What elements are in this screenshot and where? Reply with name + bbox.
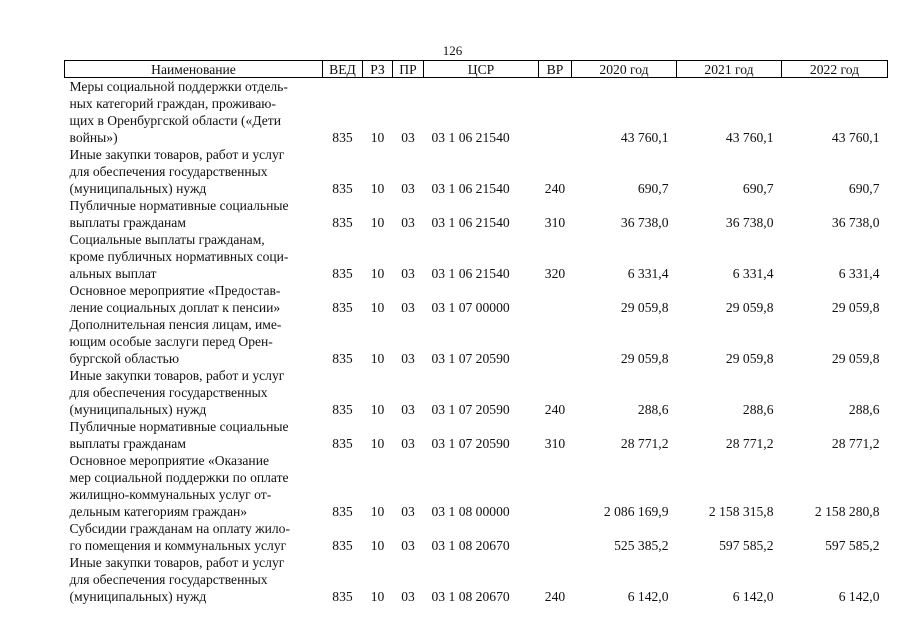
row-pr: 03 xyxy=(401,351,415,366)
row-name-line: Публичные нормативные социальные xyxy=(69,198,289,213)
row-ved: 835 xyxy=(332,351,353,366)
table-row xyxy=(65,367,888,418)
row-vr: 240 xyxy=(544,589,566,604)
page-number: 126 xyxy=(442,43,463,58)
row-ved: 835 xyxy=(332,538,353,553)
row-2021: 28 771,2 xyxy=(725,436,774,451)
row-2020: 29 059,8 xyxy=(620,351,669,366)
row-name xyxy=(65,78,323,147)
row-2020: 690,7 xyxy=(637,181,669,196)
table-row xyxy=(65,554,888,605)
header-2021: 2021 год xyxy=(677,61,782,78)
table-row xyxy=(65,418,888,452)
table-row xyxy=(65,282,888,316)
row-rz: 10 xyxy=(370,402,385,417)
row-name-line: мер социальной поддержки по оплате xyxy=(69,470,289,485)
row-name xyxy=(65,418,323,452)
row-pr: 03 xyxy=(401,436,415,451)
row-rz: 10 xyxy=(370,589,385,604)
row-csr: 03 1 07 20590 xyxy=(431,402,510,417)
row-2020: 525 385,2 xyxy=(614,538,669,553)
row-csr: 03 1 06 21540 xyxy=(431,266,510,281)
row-csr: 03 1 06 21540 xyxy=(431,130,510,145)
row-rz: 10 xyxy=(370,351,385,366)
row-2021: 6 331,4 xyxy=(732,266,774,281)
table-row xyxy=(65,520,888,554)
row-pr: 03 xyxy=(401,300,415,315)
row-2021: 29 059,8 xyxy=(725,300,774,315)
row-ved: 835 xyxy=(332,504,353,519)
row-pr: 03 xyxy=(401,402,415,417)
row-name-line: жилищно-коммунальных услуг от- xyxy=(69,487,272,502)
row-name-line: Иные закупки товаров, работ и услуг xyxy=(69,555,285,570)
row-vr: 240 xyxy=(544,402,566,417)
row-2021: 690,7 xyxy=(742,181,774,196)
row-name-line: щих в Оренбургской области («Дети xyxy=(69,113,282,128)
row-ved: 835 xyxy=(332,130,353,145)
row-name-line: Субсидии гражданам на оплату жило- xyxy=(69,521,290,536)
row-ved: 835 xyxy=(332,436,353,451)
row-ved: 835 xyxy=(332,181,353,196)
row-name-line: Основное мероприятие «Предостав- xyxy=(69,283,281,298)
row-name xyxy=(65,452,323,520)
row-name-line: Социальные выплаты гражданам, xyxy=(69,232,265,247)
header-vr: ВР xyxy=(539,61,572,78)
row-2020: 36 738,0 xyxy=(620,215,669,230)
row-name-line: (муниципальных) нужд xyxy=(69,181,207,196)
row-2022: 29 059,8 xyxy=(831,351,880,366)
row-name xyxy=(65,282,323,316)
row-2021: 36 738,0 xyxy=(725,215,774,230)
row-name-line: ющим особые заслуги перед Орен- xyxy=(69,334,273,349)
row-2022: 288,6 xyxy=(848,402,880,417)
row-csr: 03 1 08 00000 xyxy=(431,504,510,519)
row-name-line: для обеспечения государственных xyxy=(69,572,268,587)
row-2021: 43 760,1 xyxy=(725,130,774,145)
row-vr xyxy=(539,316,572,367)
row-name-line: выплаты гражданам xyxy=(69,215,186,230)
row-vr xyxy=(539,282,572,316)
header-2022: 2022 год xyxy=(782,61,888,78)
row-ved: 835 xyxy=(332,215,353,230)
header-name: Наименование xyxy=(65,61,323,78)
row-2020: 28 771,2 xyxy=(620,436,669,451)
row-2021: 6 142,0 xyxy=(732,589,774,604)
row-name-line: Иные закупки товаров, работ и услуг xyxy=(69,368,285,383)
row-name-line: альных выплат xyxy=(69,266,157,281)
row-name-line: для обеспечения государственных xyxy=(69,164,268,179)
row-2021: 2 158 315,8 xyxy=(708,504,774,519)
row-pr: 03 xyxy=(401,181,415,196)
row-2022: 29 059,8 xyxy=(831,300,880,315)
row-name-line: (муниципальных) нужд xyxy=(69,589,207,604)
table-header-row xyxy=(65,61,888,78)
table-row xyxy=(65,78,888,147)
row-rz: 10 xyxy=(370,300,385,315)
row-2022: 36 738,0 xyxy=(831,215,880,230)
row-2022: 690,7 xyxy=(848,181,880,196)
row-pr: 03 xyxy=(401,589,415,604)
row-rz: 10 xyxy=(370,130,385,145)
table-row xyxy=(65,231,888,282)
row-csr: 03 1 07 00000 xyxy=(431,300,510,315)
row-name xyxy=(65,367,323,418)
row-rz: 10 xyxy=(370,266,385,281)
row-vr xyxy=(539,520,572,554)
header-pr: ПР xyxy=(393,61,424,78)
header-ved: ВЕД xyxy=(323,61,363,78)
row-vr: 310 xyxy=(544,215,566,230)
row-2022: 28 771,2 xyxy=(831,436,880,451)
row-pr: 03 xyxy=(401,215,415,230)
row-name-line: Иные закупки товаров, работ и услуг xyxy=(69,147,285,162)
row-csr: 03 1 06 21540 xyxy=(431,215,510,230)
row-vr xyxy=(539,452,572,520)
row-name-line: ных категорий граждан, проживаю- xyxy=(69,96,276,111)
row-2022: 2 158 280,8 xyxy=(814,504,880,519)
row-pr: 03 xyxy=(401,538,415,553)
row-2020: 6 331,4 xyxy=(627,266,669,281)
row-2021: 597 585,2 xyxy=(719,538,774,553)
row-2022: 43 760,1 xyxy=(831,130,880,145)
row-2022: 6 331,4 xyxy=(838,266,880,281)
row-csr: 03 1 07 20590 xyxy=(431,351,510,366)
table-body xyxy=(65,78,888,606)
row-name-line: бургской областью xyxy=(69,351,180,366)
row-name-line: Дополнительная пенсия лицам, име- xyxy=(69,317,282,332)
table-row xyxy=(65,146,888,197)
row-name-line: войны») xyxy=(69,130,118,145)
row-vr: 320 xyxy=(544,266,566,281)
row-rz: 10 xyxy=(370,436,385,451)
row-2020: 2 086 169,9 xyxy=(603,504,669,519)
row-2022: 6 142,0 xyxy=(838,589,880,604)
budget-table xyxy=(64,60,888,605)
row-2020: 6 142,0 xyxy=(627,589,669,604)
row-vr: 240 xyxy=(544,181,566,196)
row-csr: 03 1 08 20670 xyxy=(431,538,510,553)
header-csr: ЦСР xyxy=(424,61,539,78)
row-rz: 10 xyxy=(370,181,385,196)
row-rz: 10 xyxy=(370,504,385,519)
row-csr: 03 1 07 20590 xyxy=(431,436,510,451)
row-name-line: го помещения и коммунальных услуг xyxy=(69,538,287,553)
row-2022: 597 585,2 xyxy=(825,538,880,553)
row-name-line: ление социальных доплат к пенсии» xyxy=(69,300,281,315)
row-name-line: дельным категориям граждан» xyxy=(69,504,248,519)
row-name xyxy=(65,231,323,282)
row-name xyxy=(65,316,323,367)
table-row xyxy=(65,316,888,367)
row-name-line: (муниципальных) нужд xyxy=(69,402,207,417)
row-csr: 03 1 08 20670 xyxy=(431,589,510,604)
row-name xyxy=(65,554,323,605)
row-ved: 835 xyxy=(332,589,353,604)
row-rz: 10 xyxy=(370,215,385,230)
table-row xyxy=(65,452,888,520)
row-name xyxy=(65,520,323,554)
header-rz: РЗ xyxy=(363,61,393,78)
row-name-line: Публичные нормативные социальные xyxy=(69,419,289,434)
row-2020: 288,6 xyxy=(637,402,669,417)
header-2020: 2020 год xyxy=(572,61,677,78)
row-vr xyxy=(539,78,572,147)
row-name-line: Основное мероприятие «Оказание xyxy=(69,453,270,468)
row-name xyxy=(65,146,323,197)
row-pr: 03 xyxy=(401,504,415,519)
row-pr: 03 xyxy=(401,130,415,145)
row-name-line: выплаты гражданам xyxy=(69,436,186,451)
row-name-line: для обеспечения государственных xyxy=(69,385,268,400)
row-2021: 29 059,8 xyxy=(725,351,774,366)
table-row xyxy=(65,197,888,231)
row-csr: 03 1 06 21540 xyxy=(431,181,510,196)
row-pr: 03 xyxy=(401,266,415,281)
row-2020: 29 059,8 xyxy=(620,300,669,315)
row-name-line: кроме публичных нормативных соци- xyxy=(69,249,289,264)
row-2021: 288,6 xyxy=(742,402,774,417)
row-ved: 835 xyxy=(332,266,353,281)
row-name-line: Меры социальной поддержки отдель- xyxy=(69,79,288,94)
row-ved: 835 xyxy=(332,402,353,417)
row-vr: 310 xyxy=(544,436,566,451)
row-ved: 835 xyxy=(332,300,353,315)
row-2020: 43 760,1 xyxy=(620,130,669,145)
row-rz: 10 xyxy=(370,538,385,553)
row-name xyxy=(65,197,323,231)
